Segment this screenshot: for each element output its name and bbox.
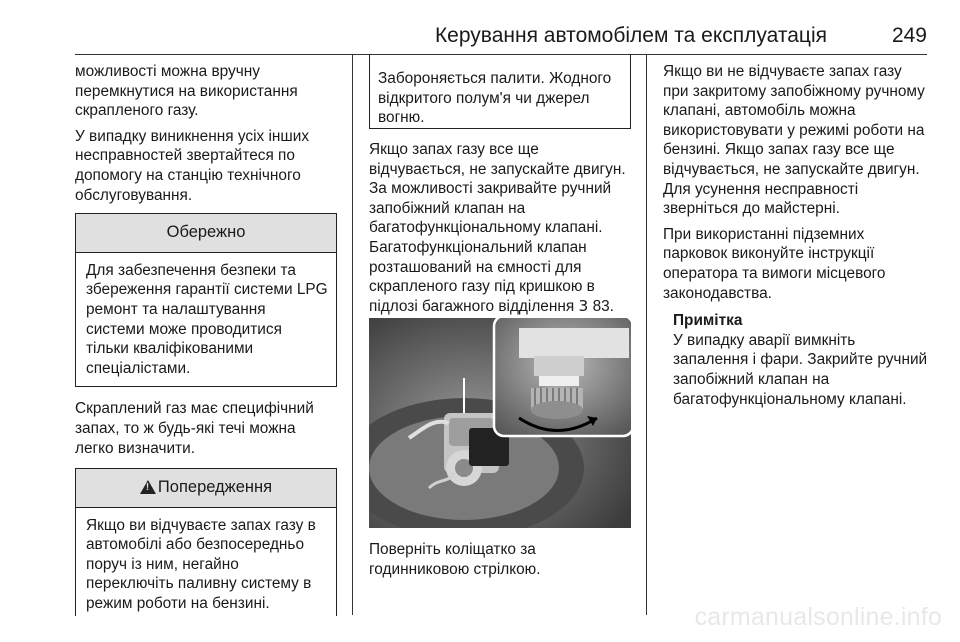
warning-triangle-icon xyxy=(140,480,156,494)
page-reference[interactable]: 83. xyxy=(592,297,614,315)
warning-box xyxy=(75,468,337,616)
paragraph: Якщо запах газу все ще відчувається, не запускайте двигун. За можливості закривайте ручний запобіжний клапан на багатофункціональному клапані. Багатофункціональний клапан розташований на ємності для скрапленого газу під кришкою в підлозі багажного відділення 3 83. xyxy=(369,141,626,315)
paragraph: Скраплений газ має специфічний запах, то ж будь-які течі можна легко визначити. xyxy=(75,400,314,457)
caution-text: Для забезпечення безпеки та збереження гарантії системи LPG ремонт та налаштування системи може проводитися тільки кваліфікованими спеціалістами. xyxy=(86,261,328,377)
column-divider-2 xyxy=(646,55,647,615)
paragraph: У випадку виникнення усіх інших несправностей звертайтеся по допомогу на станцію технічного обслуговування. xyxy=(75,127,310,204)
page-title: Керування автомобілем та експлуатація xyxy=(434,24,827,47)
page-number: 249 xyxy=(891,24,927,47)
caution-box xyxy=(75,213,337,387)
figure-caption: Поверніть коліщатко за годинниковою стрілкою. xyxy=(369,541,541,578)
paragraph: При використанні підземних парковок виконуйте інструкції оператора та вимоги місцевого законодавства. xyxy=(663,225,886,302)
paragraph: Якщо ви не відчуваєте запах газу при закритому запобіжному ручному клапані, автомобіль можна використовувати у режимі роботи на бензині. Якщо запах газу все ще відчувається, не запускайте двигун. Для усунення несправності зверніться до майстерні. xyxy=(663,63,925,218)
caution-heading: Обережно xyxy=(76,214,336,253)
warning-text: Якщо ви відчуваєте запах газу в автомобілі або безпосередньо поруч із ним, негайно переключіть паливну систему в режим роботи на бензині. xyxy=(86,516,316,613)
page-header xyxy=(75,20,927,54)
valve-illustration xyxy=(369,318,631,528)
lpg-valve-photo xyxy=(369,318,631,528)
column-2 xyxy=(369,62,631,322)
warning-continued-text: Забороняється палити. Жодного відкритого полум'я чи джерел вогню. xyxy=(378,70,612,127)
note-block xyxy=(663,311,929,409)
column-divider-1 xyxy=(352,55,353,615)
note-label: Примітка xyxy=(673,312,743,330)
column-3 xyxy=(663,62,929,409)
page-reference-icon: 3 xyxy=(578,296,589,315)
warning-box-continued xyxy=(369,55,631,129)
note-text: У випадку аварії вимкніть запалення і фари. Закрийте ручний запобіжний клапан на багатофункціональному клапані. xyxy=(673,331,928,408)
paragraph: можливості можна вручну перемкнутися на використання скрапленого газу. xyxy=(75,63,298,120)
watermark: carmanualsonline.info xyxy=(694,603,942,631)
warning-heading: !Попередження xyxy=(76,469,336,508)
column-1 xyxy=(75,62,337,616)
